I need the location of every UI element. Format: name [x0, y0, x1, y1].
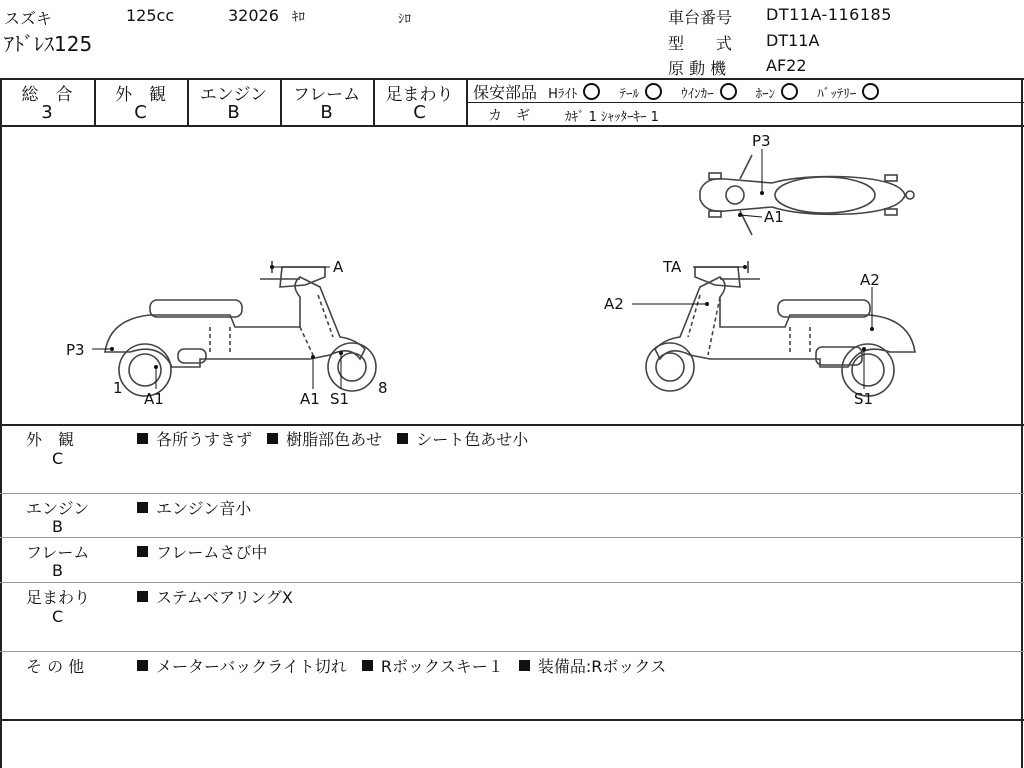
mileage-value: 32026	[228, 6, 279, 25]
remark-engine-label: エンジン	[26, 499, 90, 518]
color: ｼﾛ	[398, 12, 411, 27]
label-left-a1-front: A1	[144, 390, 164, 408]
remark-item: 各所うすきず	[156, 430, 253, 449]
bullet-icon	[267, 433, 278, 444]
key-value: ｶｷﾞ 1 ｼｬｯﾀｰｷｰ 1	[565, 110, 659, 125]
grade-suspension-label: 足まわり	[385, 85, 454, 105]
label-left-p3: P3	[66, 341, 85, 359]
maker: スズキ	[4, 9, 53, 28]
remark-engine-items	[137, 496, 261, 519]
bullet-icon	[137, 660, 148, 671]
remark-item: エンジン音小	[156, 499, 252, 518]
grade-overall-label: 総 合	[21, 85, 73, 105]
displacement: 125cc	[126, 6, 175, 25]
grade-exterior-label: 外 観	[115, 85, 166, 105]
bullet-icon	[137, 546, 148, 557]
grade-frame: B	[320, 102, 333, 123]
label-right-ta: TA	[663, 258, 682, 276]
remark-item: メーターバックライト切れ	[156, 657, 347, 676]
remark-frame-label: フレーム	[26, 543, 90, 562]
safety-horn-ok-icon	[781, 83, 798, 100]
remark-exterior-label: 外 観	[26, 430, 75, 449]
divider	[0, 424, 1024, 426]
scooter-left-view	[105, 261, 376, 396]
remark-exterior-items	[137, 427, 538, 450]
remark-other-label: そ の 他	[26, 657, 85, 676]
safety-headlight-label: Hﾗｲﾄ	[548, 87, 578, 102]
label-left-1: 1	[113, 379, 123, 397]
remark-suspension-grade: C	[52, 607, 64, 626]
frame-no: DT11A-116185	[766, 5, 892, 24]
type-label: 型 式	[668, 34, 733, 53]
remark-exterior-grade: C	[52, 449, 64, 468]
remark-frame-grade: B	[52, 561, 63, 580]
label-top-p3: P3	[752, 132, 771, 150]
grade-frame-label: フレーム	[292, 85, 361, 105]
safety-winker-label: ｳｲﾝｶｰ	[681, 87, 714, 102]
remark-item: 樹脂部色あせ	[286, 430, 383, 449]
label-left-a1-rear: A1	[300, 390, 320, 408]
remark-other-items	[137, 654, 676, 677]
grade-overall: 3	[41, 102, 53, 123]
engine-value: AF22	[766, 56, 807, 75]
key-label: カ ギ	[488, 108, 530, 124]
divider	[0, 719, 1024, 721]
safety-headlight-ok-icon	[583, 83, 600, 100]
safety-row	[473, 80, 893, 103]
grade-engine-label: エンジン	[199, 85, 268, 105]
engine-label: 原 動 機	[668, 59, 727, 78]
grade-engine: B	[227, 102, 240, 123]
safety-taillight-ok-icon	[645, 83, 662, 100]
divider	[0, 651, 1024, 652]
bullet-icon	[137, 433, 148, 444]
divider	[0, 537, 1024, 538]
bullet-icon	[137, 502, 148, 513]
mileage-unit: ｷﾛ	[292, 10, 305, 25]
label-left-8: 8	[378, 379, 388, 397]
label-right-a2-top: A2	[860, 271, 880, 289]
divider	[466, 78, 468, 126]
grade-suspension: C	[413, 102, 426, 123]
bullet-icon	[137, 591, 148, 602]
label-left-s1: S1	[330, 390, 350, 408]
safety-horn-label: ﾎｰﾝ	[755, 87, 776, 102]
divider	[0, 582, 1024, 583]
mileage	[228, 6, 305, 25]
remark-item: Rボックスキー１	[380, 657, 504, 676]
type-value: DT11A	[766, 31, 820, 50]
safety-label: 保安部品	[473, 83, 538, 102]
frame-no-label: 車台番号	[668, 8, 733, 27]
remark-suspension-items	[137, 585, 303, 608]
remark-item: 装備品:Rボックス	[537, 657, 667, 676]
remark-item: ステムベアリングX	[156, 588, 293, 607]
bullet-icon	[397, 433, 408, 444]
label-right-s1: S1	[854, 390, 874, 408]
remark-item: フレームさび中	[156, 543, 268, 562]
safety-battery-label: ﾊﾞｯﾃﾘｰ	[817, 87, 857, 102]
remark-engine-grade: B	[52, 517, 63, 536]
scooter-top-view	[700, 155, 914, 235]
grade-exterior: C	[134, 102, 147, 123]
remark-frame-items	[137, 540, 277, 563]
safety-taillight-label: ﾃｰﾙ	[619, 87, 639, 102]
label-right-a2-left: A2	[604, 295, 624, 313]
scooter-diagram	[0, 127, 1022, 424]
label-top-a1: A1	[764, 208, 784, 226]
model-name: ｱﾄﾞﾚｽ125	[4, 32, 93, 56]
bullet-icon	[519, 660, 530, 671]
divider	[0, 493, 1024, 494]
remark-suspension-label: 足まわり	[26, 588, 91, 607]
safety-battery-ok-icon	[862, 83, 879, 100]
bullet-icon	[362, 660, 373, 671]
safety-winker-ok-icon	[720, 83, 737, 100]
remark-item: シート色あせ小	[416, 430, 529, 449]
label-left-a: A	[333, 258, 344, 276]
